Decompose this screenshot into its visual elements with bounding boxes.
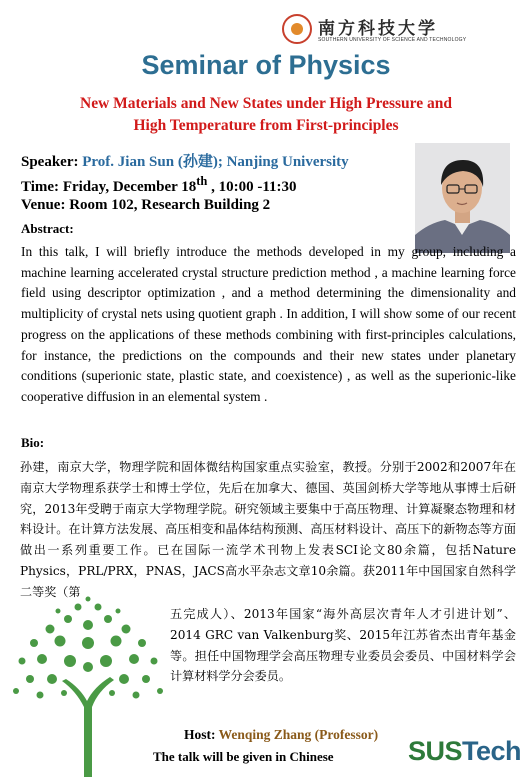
time-date-suffix: th [196, 174, 208, 188]
host-label: Host: [184, 727, 216, 742]
speaker-value: Prof. Jian Sun (孙建); Nanjing University [82, 154, 349, 170]
sustech-logo-tech: Tech [462, 736, 522, 766]
host-value: Wenqing Zhang (Professor) [218, 727, 379, 742]
speaker-portrait-icon [415, 143, 510, 253]
talk-title-line-1: New Materials and New States under High Pressure and [80, 95, 452, 112]
sustech-logo-sus: SUS [408, 736, 463, 766]
abstract-heading: Abstract: [21, 221, 74, 236]
speaker-photo [415, 143, 510, 253]
speaker-label: Speaker: [21, 154, 79, 170]
abstract-text: In this talk, I will briefly introduce the methods developed in my group, including a machine learning accelerated crystal structure prediction method , a machine learning force field using descriptor optimization , and a method determining the dimensionality and multiplicity of crystal nets using quotient graph . In addition, I will show some of our recent progress on the applications of these methods combining with first-principles calculations, for instance, the predictions on the compounds and their new states under planetary conditions (superionic state, plastic state, and coexistence) , as well as the superionic-like cooperative diffusion in an elemental system . [21, 244, 516, 404]
seminar-heading: Seminar of Physics [141, 50, 391, 80]
decorative-tree-icon [0, 595, 175, 777]
time-line [21, 174, 297, 196]
venue-line [21, 197, 270, 214]
venue-value: Room 102, Research Building 2 [69, 197, 271, 213]
venue-label: Venue: [21, 197, 66, 213]
time-label: Time: [21, 179, 60, 195]
university-logo [282, 14, 492, 50]
university-name-cn: 南方科技大学 [318, 19, 438, 39]
time-date: Friday, December 18 [62, 179, 197, 195]
language-note: The talk will be given in Chinese [153, 749, 334, 764]
bio-text-part-2: 五完成人）、2013年国家“海外高层次青年人才引进计划”、2014 GRC van Valkenburg奖、2015年江苏省杰出青年基金等。担任中国物理学会高压物理专业委员会委员、中国材料学会计算材料学分会委员。 [170, 607, 516, 684]
speaker-line [21, 150, 349, 171]
talk-title [0, 93, 532, 137]
university-name-en: SOUTHERN UNIVERSITY OF SCIENCE AND TECHNOLOGY [318, 37, 467, 43]
bio-text-part-1: 孙建，南京大学，物理学院和固体微结构国家重点实验室，教授。分别于2002和2007年在南京大学物理系获学士和博士学位，先后在加拿大、德国、英国剑桥大学等地从事博士后研究，2013年受聘于南京大学物理学院。研究领域主要集中于高压物理、计算凝聚态物理和材料设计。在计算方法发展、高压相变和晶体结构预测、高压材料设计、高压下的新物态等方面做出一系列重要工作。已在国际一流学术刊物上发表SCI论文80余篇，包括Nature Physics，PRL/PRX，PNAS，JACS高水平杂志文章10余篇。获2011年中国国家自然科学二等奖（第 [20, 460, 516, 599]
bio-heading: Bio: [21, 435, 45, 450]
time-hours: , 10:00 -11:30 [211, 179, 297, 195]
talk-title-line-2: High Temperature from First-principles [133, 117, 399, 134]
sustech-logo [408, 736, 521, 767]
university-seal-icon [282, 14, 312, 44]
host-line [184, 727, 378, 743]
